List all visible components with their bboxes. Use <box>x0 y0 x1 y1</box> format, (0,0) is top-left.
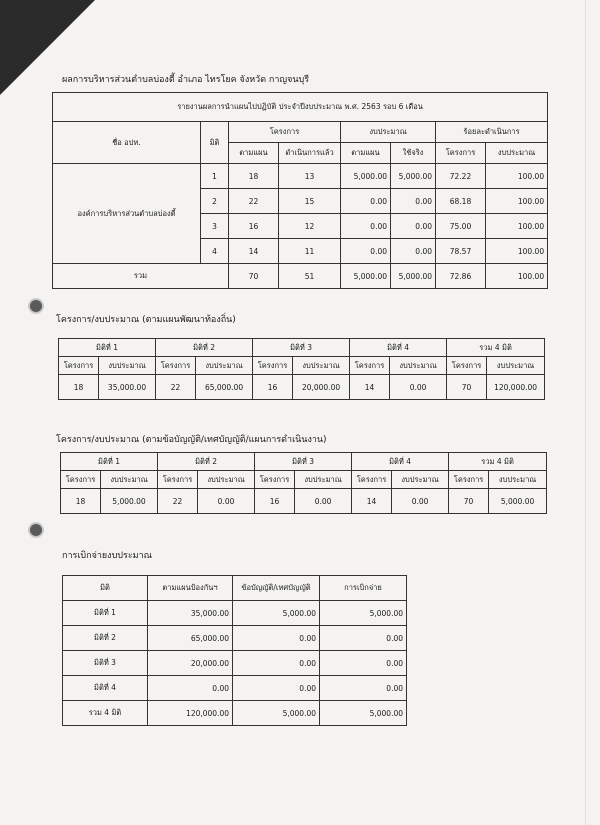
sub-projects-header: โครงการ <box>61 471 101 489</box>
group-header: มิติที่ 4 <box>350 339 447 357</box>
row-pct-budget: 100.00 <box>486 239 548 264</box>
row-dim: 3 <box>201 214 229 239</box>
row-done: 11 <box>279 239 341 264</box>
sub-budget-used-header: ใช้จริง <box>391 143 436 164</box>
value-budget: 0.00 <box>390 375 447 400</box>
value-budget: 0.00 <box>295 489 352 514</box>
bylaw-value-row <box>61 489 547 514</box>
sub-budget-header: งบประมาณ <box>101 471 158 489</box>
value-projects: 16 <box>253 375 293 400</box>
disbursement-table <box>62 575 407 726</box>
row-done: 12 <box>279 214 341 239</box>
row-dim: มิติที่ 2 <box>63 626 148 651</box>
group-header: มิติที่ 2 <box>158 453 255 471</box>
disbursement-header-row <box>63 576 407 601</box>
sub-budget-header: งบประมาณ <box>392 471 449 489</box>
value-projects: 22 <box>156 375 196 400</box>
value-budget: 20,000.00 <box>293 375 350 400</box>
sub-budget-plan-header: ตามแผน <box>341 143 391 164</box>
row-disbursed: 0.00 <box>320 626 407 651</box>
row-disbursed: 0.00 <box>320 676 407 701</box>
sub-plan-header: ตามแผน <box>229 143 279 164</box>
total-budget-plan: 5,000.00 <box>341 264 391 289</box>
col-projects-group: โครงการ <box>229 122 341 143</box>
row-plan: 120,000.00 <box>148 701 233 726</box>
value-budget: 0.00 <box>392 489 449 514</box>
group-header: รวม 4 มิติ <box>447 339 545 357</box>
value-projects: 14 <box>352 489 392 514</box>
table-row <box>63 676 407 701</box>
col-budget-group: งบประมาณ <box>341 122 436 143</box>
value-projects: 16 <box>255 489 295 514</box>
sub-projects-header: โครงการ <box>253 357 293 375</box>
row-plan: 14 <box>229 239 279 264</box>
row-bylaw: 5,000.00 <box>233 701 320 726</box>
col-dim-header: มิติ <box>201 122 229 164</box>
sub-projects-header: โครงการ <box>59 357 99 375</box>
plan-sub-row <box>59 357 545 375</box>
page-heading: ผลการบริหารส่วนตำบลบ่องตี้ อำเภอ ไทรโยค จังหวัด กาญจนบุรี <box>62 75 310 85</box>
group-header: มิติที่ 2 <box>156 339 253 357</box>
report-title: รายงานผลการนำแผนไปปฏิบัติ ประจำปีงบประมาณ พ.ศ. 2563 รอบ 6 เดือน <box>53 93 548 122</box>
value-budget: 5,000.00 <box>101 489 158 514</box>
row-bylaw: 0.00 <box>233 676 320 701</box>
total-row <box>63 701 407 726</box>
table-row <box>63 651 407 676</box>
row-disbursed: 5,000.00 <box>320 701 407 726</box>
group-header: มิติที่ 3 <box>253 339 350 357</box>
row-dim: รวม 4 มิติ <box>63 701 148 726</box>
bylaw-section-heading: โครงการ/งบประมาณ (ตามข้อบัญญัติ/เทศบัญญัติ/แผนการดำเนินงาน) <box>56 435 327 445</box>
total-row <box>53 264 548 289</box>
report-table <box>52 92 548 289</box>
table-row <box>63 601 407 626</box>
col-plan-header: ตามแผนป้องกันฯ <box>148 576 233 601</box>
row-pct-projects: 75.00 <box>436 214 486 239</box>
sub-done-header: ดำเนินการแล้ว <box>279 143 341 164</box>
group-header: มิติที่ 4 <box>352 453 449 471</box>
report-header-row <box>53 122 548 143</box>
row-pct-projects: 72.22 <box>436 164 486 189</box>
row-plan: 35,000.00 <box>148 601 233 626</box>
disbursement-heading: การเบิกจ่ายงบประมาณ <box>62 551 152 561</box>
row-done: 15 <box>279 189 341 214</box>
page-edge <box>585 0 586 825</box>
value-projects: 22 <box>158 489 198 514</box>
row-dim: 2 <box>201 189 229 214</box>
col-disbursed-header: การเบิกจ่าย <box>320 576 407 601</box>
punch-hole-icon <box>30 524 42 536</box>
group-header: รวม 4 มิติ <box>449 453 547 471</box>
row-budget-used: 0.00 <box>391 214 436 239</box>
sub-projects-header: โครงการ <box>449 471 489 489</box>
row-dim: 4 <box>201 239 229 264</box>
total-pct-projects: 72.86 <box>436 264 486 289</box>
row-plan: 0.00 <box>148 676 233 701</box>
row-plan: 16 <box>229 214 279 239</box>
bylaw-group-row <box>61 453 547 471</box>
row-budget-plan: 0.00 <box>341 239 391 264</box>
group-header: มิติที่ 1 <box>61 453 158 471</box>
row-dim: มิติที่ 3 <box>63 651 148 676</box>
punch-hole-icon <box>30 300 42 312</box>
row-dim: 1 <box>201 164 229 189</box>
sub-budget-header: งบประมาณ <box>198 471 255 489</box>
row-disbursed: 0.00 <box>320 651 407 676</box>
sub-projects-header: โครงการ <box>352 471 392 489</box>
sub-projects-header: โครงการ <box>255 471 295 489</box>
sub-pct-budget-header: งบประมาณ <box>486 143 548 164</box>
row-dim: มิติที่ 1 <box>63 601 148 626</box>
total-pct-budget: 100.00 <box>486 264 548 289</box>
table-row <box>63 626 407 651</box>
sub-projects-header: โครงการ <box>350 357 390 375</box>
value-projects: 18 <box>61 489 101 514</box>
row-pct-budget: 100.00 <box>486 214 548 239</box>
total-done: 51 <box>279 264 341 289</box>
row-budget-plan: 5,000.00 <box>341 164 391 189</box>
row-budget-plan: 0.00 <box>341 189 391 214</box>
sub-projects-header: โครงการ <box>156 357 196 375</box>
sub-projects-header: โครงการ <box>158 471 198 489</box>
plan-group-row <box>59 339 545 357</box>
row-plan: 65,000.00 <box>148 626 233 651</box>
value-budget: 5,000.00 <box>489 489 547 514</box>
value-projects: 18 <box>59 375 99 400</box>
row-bylaw: 0.00 <box>233 626 320 651</box>
row-pct-projects: 78.57 <box>436 239 486 264</box>
row-budget-used: 5,000.00 <box>391 164 436 189</box>
org-name: องค์การบริหารส่วนตำบลบ่องตี้ <box>53 164 201 264</box>
table-row <box>53 164 548 189</box>
value-budget: 35,000.00 <box>99 375 156 400</box>
plan-table <box>58 338 545 400</box>
total-plan: 70 <box>229 264 279 289</box>
sub-budget-header: งบประมาณ <box>390 357 447 375</box>
value-budget: 120,000.00 <box>487 375 545 400</box>
row-plan: 22 <box>229 189 279 214</box>
row-budget-used: 0.00 <box>391 239 436 264</box>
value-budget: 0.00 <box>198 489 255 514</box>
sub-budget-header: งบประมาณ <box>487 357 545 375</box>
bylaw-sub-row <box>61 471 547 489</box>
col-percent-group: ร้อยละดำเนินการ <box>436 122 548 143</box>
group-header: มิติที่ 1 <box>59 339 156 357</box>
sub-budget-header: งบประมาณ <box>293 357 350 375</box>
sub-budget-header: งบประมาณ <box>196 357 253 375</box>
row-bylaw: 0.00 <box>233 651 320 676</box>
row-disbursed: 5,000.00 <box>320 601 407 626</box>
row-dim: มิติที่ 4 <box>63 676 148 701</box>
sub-budget-header: งบประมาณ <box>295 471 352 489</box>
row-done: 13 <box>279 164 341 189</box>
sub-budget-header: งบประมาณ <box>489 471 547 489</box>
row-budget-plan: 0.00 <box>341 214 391 239</box>
col-dim-header: มิติ <box>63 576 148 601</box>
row-pct-budget: 100.00 <box>486 164 548 189</box>
row-pct-projects: 68.18 <box>436 189 486 214</box>
row-bylaw: 5,000.00 <box>233 601 320 626</box>
col-org-header: ชื่อ อปท. <box>53 122 201 164</box>
value-projects: 70 <box>449 489 489 514</box>
value-projects: 70 <box>447 375 487 400</box>
plan-section-heading: โครงการ/งบประมาณ (ตามแผนพัฒนาท้องถิ่น) <box>56 315 236 325</box>
total-label: รวม <box>53 264 229 289</box>
value-budget: 65,000.00 <box>196 375 253 400</box>
sub-budget-header: งบประมาณ <box>99 357 156 375</box>
row-budget-used: 0.00 <box>391 189 436 214</box>
report-title-row <box>53 93 548 122</box>
sub-pct-projects-header: โครงการ <box>436 143 486 164</box>
bylaw-table <box>60 452 547 514</box>
value-projects: 14 <box>350 375 390 400</box>
sub-projects-header: โครงการ <box>447 357 487 375</box>
row-plan: 20,000.00 <box>148 651 233 676</box>
total-budget-used: 5,000.00 <box>391 264 436 289</box>
row-pct-budget: 100.00 <box>486 189 548 214</box>
group-header: มิติที่ 3 <box>255 453 352 471</box>
row-plan: 18 <box>229 164 279 189</box>
plan-value-row <box>59 375 545 400</box>
col-bylaw-header: ข้อบัญญัติ/เทศบัญญัติ <box>233 576 320 601</box>
